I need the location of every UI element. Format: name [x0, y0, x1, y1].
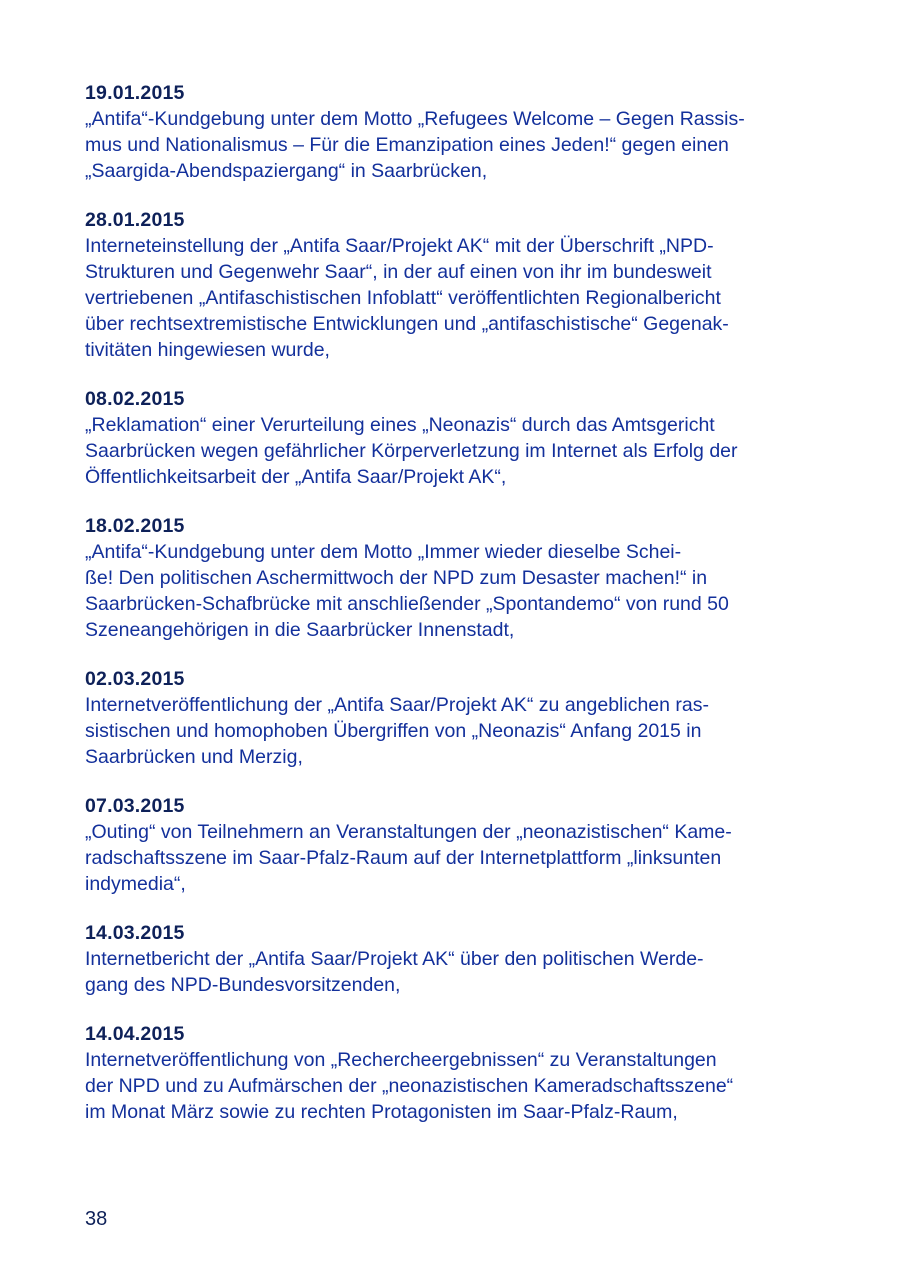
text-line: Interneteinstellung der „Antifa Saar/Projekt AK“ mit der Überschrift „NPD-: [85, 235, 714, 257]
entry-text: [85, 946, 825, 998]
chronology-entry: [85, 1021, 825, 1125]
entry-text: [85, 106, 825, 184]
chronology-entry: [85, 920, 825, 998]
page-number: 38: [85, 1208, 108, 1230]
text-line: ße! Den politischen Aschermittwoch der NPD zum Desaster machen!“ in: [85, 567, 708, 589]
entry-text: [85, 539, 825, 643]
text-line: Internetbericht der „Antifa Saar/Projekt AK“ über den politischen Werde-: [85, 948, 704, 970]
chronology-entry: [85, 793, 825, 897]
text-line: Szeneangehörigen in die Saarbrücker Innenstadt,: [85, 619, 515, 641]
text-line: Internetveröffentlichung der „Antifa Saar/Projekt AK“ zu angeblichen ras-: [85, 694, 709, 716]
text-line: Öffentlichkeitsarbeit der „Antifa Saar/Projekt AK“,: [85, 466, 507, 488]
entry-text: [85, 819, 825, 897]
text-line: Saarbrücken wegen gefährlicher Körperverletzung im Internet als Erfolg der: [85, 440, 738, 462]
chronology-entry: [85, 80, 825, 184]
entry-date: 02.03.2015: [85, 668, 185, 690]
text-line: „Saargida-Abendspaziergang“ in Saarbrücken,: [85, 160, 488, 182]
entry-date: 19.01.2015: [85, 82, 185, 104]
text-line: indymedia“,: [85, 873, 186, 895]
chronology-entry: [85, 207, 825, 363]
entry-text: [85, 1047, 825, 1125]
chronology-entry: [85, 386, 825, 490]
text-line: „Reklamation“ einer Verurteilung eines „Neonazis“ durch das Amtsgericht: [85, 414, 715, 436]
text-line: „Antifa“-Kundgebung unter dem Motto „Immer wieder dieselbe Schei-: [85, 541, 682, 563]
chronology-entry: [85, 666, 825, 770]
text-line: radschaftsszene im Saar-Pfalz-Raum auf der Internetplattform „linksunten: [85, 847, 722, 869]
entry-date: 28.01.2015: [85, 209, 185, 231]
entry-date: 18.02.2015: [85, 515, 185, 537]
entry-date: 14.03.2015: [85, 922, 185, 944]
entry-date: 08.02.2015: [85, 388, 185, 410]
text-line: „Outing“ von Teilnehmern an Veranstaltungen der „neonazistischen“ Kame-: [85, 821, 732, 843]
text-line: vertriebenen „Antifaschistischen Infoblatt“ veröffentlichten Regionalbericht: [85, 287, 721, 309]
entry-text: [85, 692, 825, 770]
entry-date: 14.04.2015: [85, 1023, 185, 1045]
text-line: Saarbrücken-Schafbrücke mit anschließender „Spontandemo“ von rund 50: [85, 593, 729, 615]
text-line: im Monat März sowie zu rechten Protagonisten im Saar-Pfalz-Raum,: [85, 1101, 678, 1123]
text-line: Saarbrücken und Merzig,: [85, 746, 303, 768]
text-line: „Antifa“-Kundgebung unter dem Motto „Refugees Welcome – Gegen Rassis-: [85, 108, 745, 130]
text-line: mus und Nationalismus – Für die Emanzipation eines Jeden!“ gegen einen: [85, 134, 729, 156]
text-line: tivitäten hingewiesen wurde,: [85, 339, 330, 361]
text-line: über rechtsextremistische Entwicklungen und „antifaschistische“ Gegenak-: [85, 313, 729, 335]
text-line: Internetveröffentlichung von „Rechercheergebnissen“ zu Veranstaltungen: [85, 1049, 717, 1071]
document-page: [85, 80, 825, 1148]
entry-date: 07.03.2015: [85, 795, 185, 817]
entry-text: [85, 412, 825, 490]
text-line: der NPD und zu Aufmärschen der „neonazistischen Kameradschaftsszene“: [85, 1075, 734, 1097]
text-line: sistischen und homophoben Übergriffen von „Neonazis“ Anfang 2015 in: [85, 720, 702, 742]
chronology-entry: [85, 513, 825, 643]
entry-text: [85, 233, 825, 363]
text-line: Strukturen und Gegenwehr Saar“, in der auf einen von ihr im bundesweit: [85, 261, 712, 283]
text-line: gang des NPD-Bundesvorsitzenden,: [85, 974, 401, 996]
